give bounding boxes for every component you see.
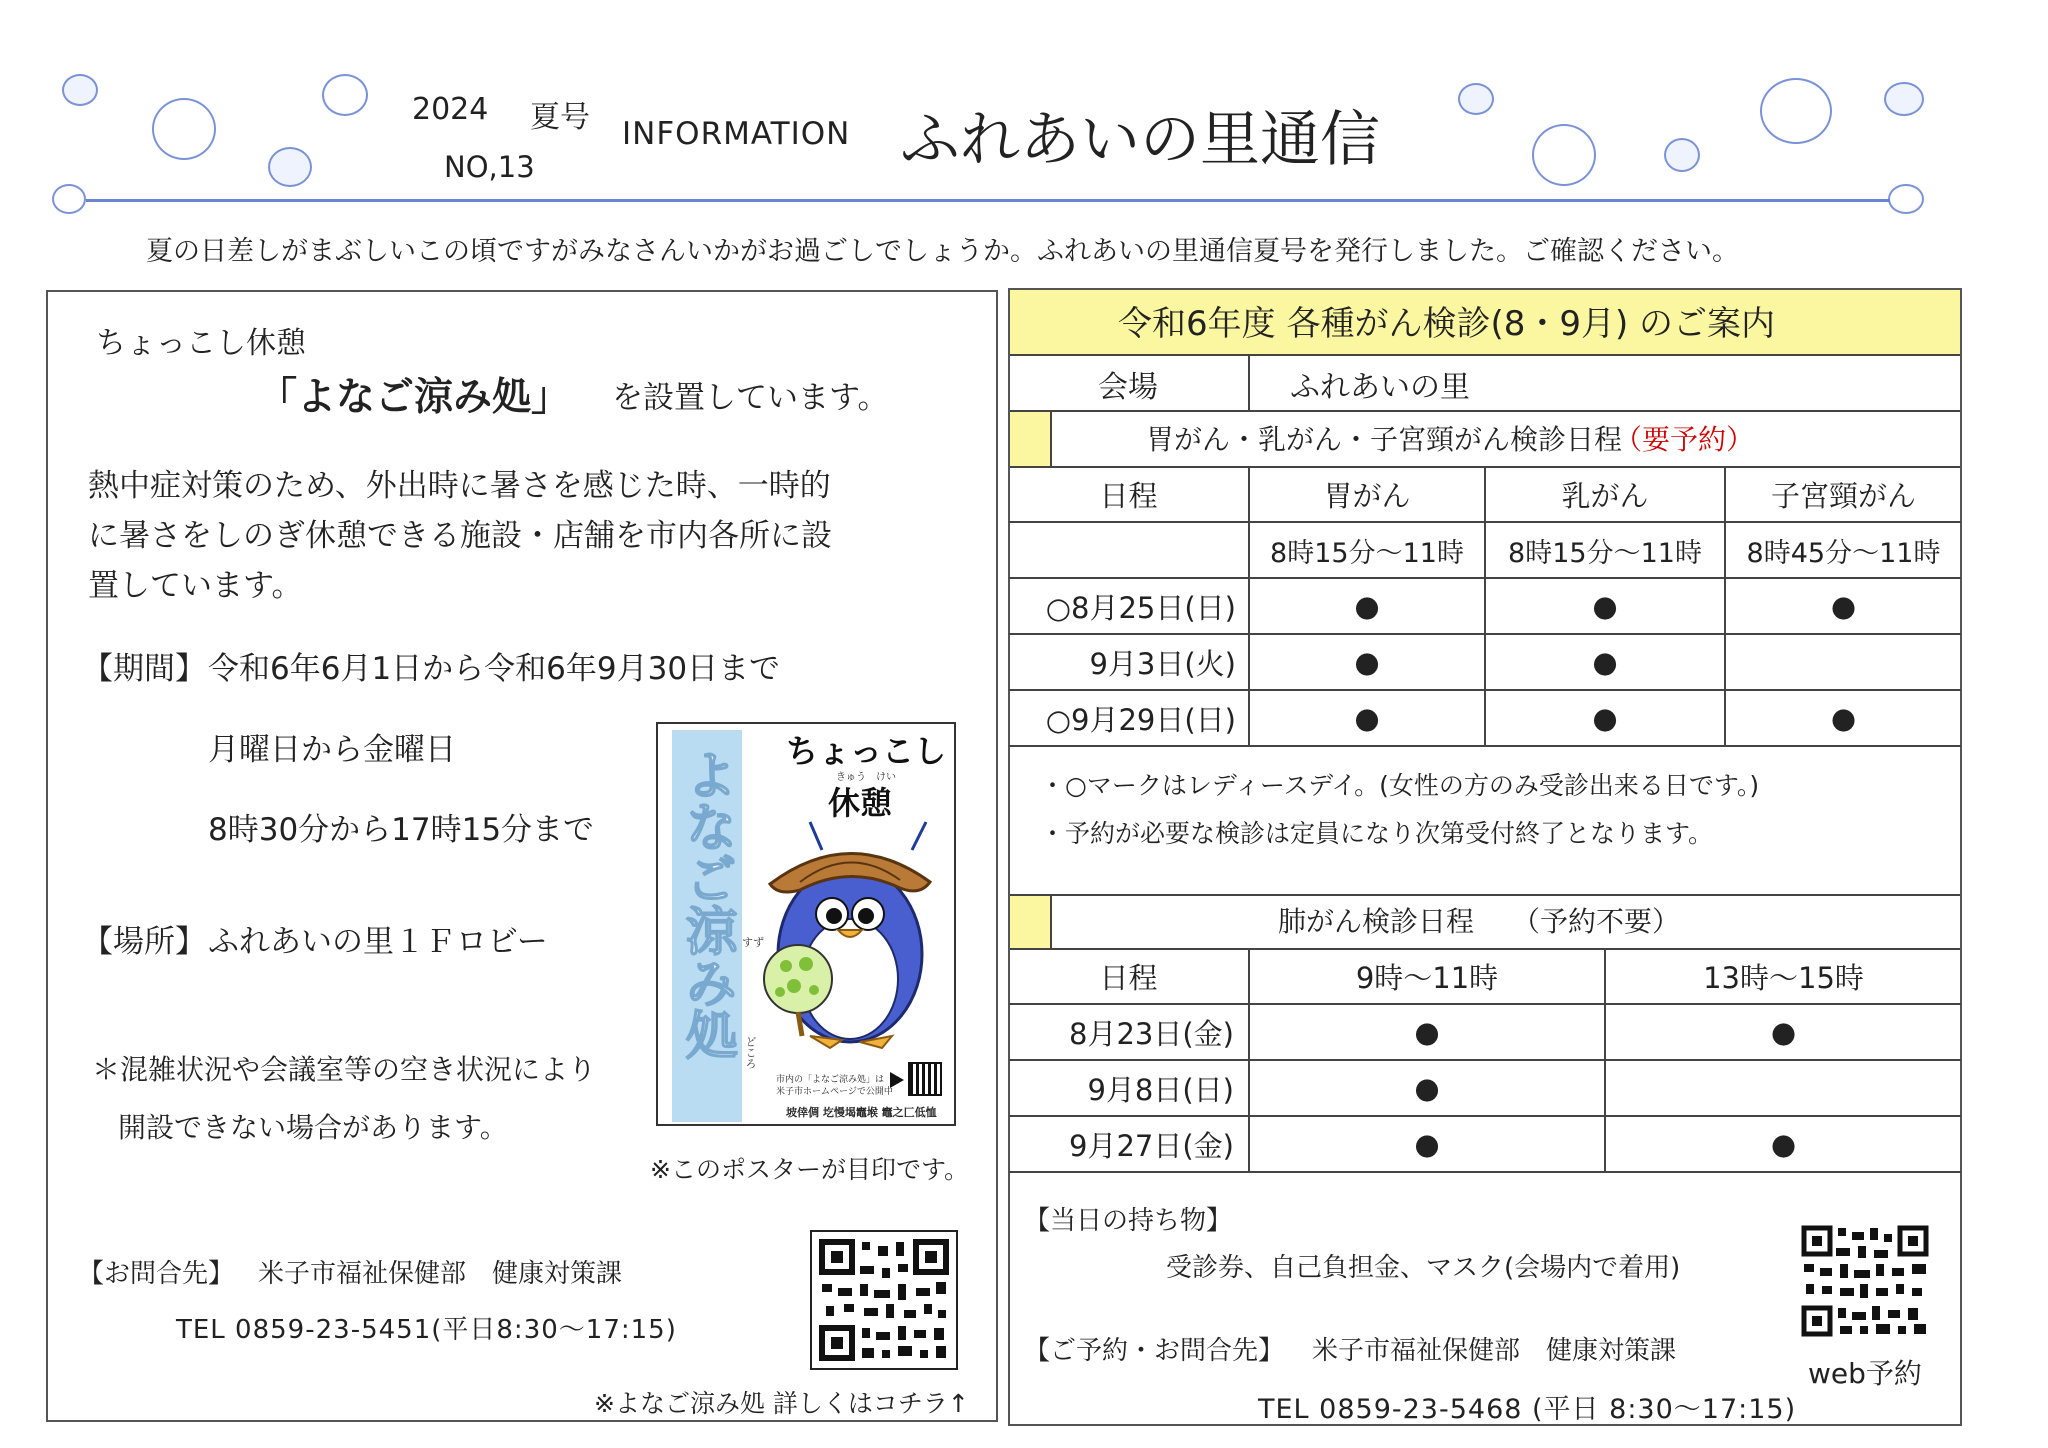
penguin-mascot-illustration [750,804,950,1054]
open-days: 月曜日から金曜日 [208,732,456,768]
reserve-dept: 米子市福祉保健部 健康対策課 [1312,1336,1677,1366]
mark-cell: ● [1485,690,1725,746]
header-breast: 乳がん [1485,467,1725,522]
section1-schedule-table [1009,467,1961,747]
time-breast: 8時15分～11時 [1485,522,1725,578]
section2-title-row [1010,894,1960,950]
bring-value: 受診券、自己負担金、マスク(会場内で着用) [1166,1253,1681,1283]
mark-cell: ● [1485,578,1725,634]
reserve-tel: TEL 0859-23-5468 (平日 8:30～17:15) [1258,1394,1797,1425]
mark-cell: ● [1249,1060,1605,1116]
poster-footer-note-2: 米子市ホームページで公開中 [776,1087,893,1097]
contact-label: 【お問合先】 [78,1259,235,1289]
poster-qr-icon [908,1062,942,1096]
place-label: 【場所】 [82,924,206,960]
venue-value: ふれあいの里 [1290,370,1470,405]
issue-year: 2024 [412,92,489,127]
section1-title: 胃がん・乳がん・子宮頸がん検診日程 [1146,423,1623,456]
mark-cell: ● [1249,634,1485,690]
note-ladies-day: ・○マークはレディースデイ。(女性の方のみ受診出来る日です。) [1040,771,1760,800]
bubble-decoration [1458,83,1494,115]
body-line-1: 熱中症対策のため、外出時に暑さを感じた時、一時的 [88,468,831,504]
issue-number: NO,13 [444,150,535,184]
bubble-decoration [322,74,368,116]
mark-cell: ● [1605,1116,1961,1172]
poster-headline-bottom: 休憩 [828,784,893,822]
section2-schedule-table [1009,949,1961,1173]
section1-marker [1010,412,1052,466]
mark-cell: ● [1249,578,1485,634]
body-line-3: 置しています。 [88,568,303,604]
note-reservation: ・予約が必要な検診は定員になり次第受付終了となります。 [1040,819,1714,848]
qr-code-web-reservation[interactable] [1800,1224,1930,1338]
section1-tag: （要予約） [1614,423,1755,456]
bubble-decoration [152,98,216,160]
screening-banner-text: 令和6年度 各種がん検診(8・9月) のご案内 [1118,304,1776,344]
body-line-2: に暑さをしのぎ休憩できる施設・店舗を市内各所に設 [88,518,832,554]
poster-footer-note-1: 市内の「よなご涼み処」は [776,1075,885,1085]
bubble-decoration [1532,124,1596,186]
lead-big: 「よなご涼み処」 [258,375,571,420]
bring-label: 【当日の持ち物】 [1024,1206,1233,1236]
row-date: 8月23日(金) [1009,1004,1249,1060]
note-line-2: 開設できない場合があります。 [118,1111,508,1144]
not-held-cell [1605,1060,1961,1116]
open-hours: 8時30分から17時15分まで [208,812,595,848]
poster-ruby-2: どころ [744,1036,757,1069]
issue-season: 夏号 [530,100,590,135]
time-cervical: 8時45分～11時 [1725,522,1961,578]
poster-ruby: きゅう けい [836,772,896,783]
bubble-decoration [1884,82,1924,116]
period-value: 令和6年6月1日から令和6年9月30日まで [208,651,781,687]
header-rule [86,199,1890,202]
section2-tag: （予約不要） [1512,905,1681,938]
bubble-decoration [1888,184,1924,214]
note-line-1: ＊混雑状況や会議室等の空き状況により [92,1053,597,1086]
header-date: 日程 [1009,949,1249,1004]
intro-text: 夏の日差しがまぶしいこの頃ですがみなさんいかがお過ごしでしょうか。ふれあいの里通信夏号を発行しました。ご確認ください。 [146,236,1739,267]
poster-image [656,722,956,1126]
lead-small: ちょっこし休憩 [96,326,306,361]
bubble-decoration [1664,138,1700,172]
place-value: ふれあいの里１Ｆロビー [208,924,548,960]
poster-footer-org: 坡倖倜 圪慢堨竈堠 竈之匚低恤 [786,1106,937,1119]
venue-divider [1248,356,1250,412]
mark-cell: ● [1249,690,1485,746]
mark-cell: ● [1249,1004,1605,1060]
mark-cell: ● [1249,1116,1605,1172]
time-empty [1009,522,1249,578]
row-date: 9月3日(火) [1009,634,1249,690]
poster-ruby-1: すず [742,936,765,949]
mark-cell: ● [1485,634,1725,690]
mark-cell: ● [1725,690,1961,746]
header-cervical: 子宮頸がん [1725,467,1961,522]
section2-title: 肺がん検診日程 [1278,905,1475,938]
venue-label: 会場 [1098,370,1158,405]
qr-caption: ※よなご涼み処 詳しくはコチラ↑ [594,1389,969,1418]
lead-suffix: を設置しています。 [612,380,889,416]
information-label: INFORMATION [622,116,851,152]
time-stomach: 8時15分～11時 [1249,522,1485,578]
bubble-decoration [1760,78,1832,144]
poster-vertical-title: よなご涼み処 [676,748,736,1060]
poster-arrow-icon [890,1072,904,1088]
header-afternoon: 13時～15時 [1605,949,1961,1004]
reserve-label: 【ご予約・お問合先】 [1024,1336,1285,1366]
qr-code-cool-spot[interactable] [810,1230,958,1370]
period-label: 【期間】 [82,651,206,687]
bubble-decoration [52,184,86,214]
header-stomach: 胃がん [1249,467,1485,522]
header-date: 日程 [1009,467,1249,522]
header-morning: 9時～11時 [1249,949,1605,1004]
poster-headline-top: ちょっこし [786,732,947,770]
poster-caption: ※このポスターが目印です。 [650,1155,969,1184]
contact-dept: 米子市福祉保健部 健康対策課 [258,1259,623,1289]
bubble-decoration [268,147,312,187]
web-reservation-label: web予約 [1808,1357,1922,1390]
newsletter-title: ふれあいの里通信 [900,105,1380,175]
bubble-decoration [62,74,98,106]
contact-tel: TEL 0859-23-5451(平日8:30～17:15) [176,1315,677,1345]
mark-cell: ● [1605,1004,1961,1060]
row-date: 9月27日(金) [1009,1116,1249,1172]
row-date: ○9月29日(日) [1009,690,1249,746]
row-date: ○8月25日(日) [1009,578,1249,634]
not-held-cell [1725,634,1961,690]
section2-marker [1010,896,1052,948]
mark-cell: ● [1725,578,1961,634]
row-date: 9月8日(日) [1009,1060,1249,1116]
